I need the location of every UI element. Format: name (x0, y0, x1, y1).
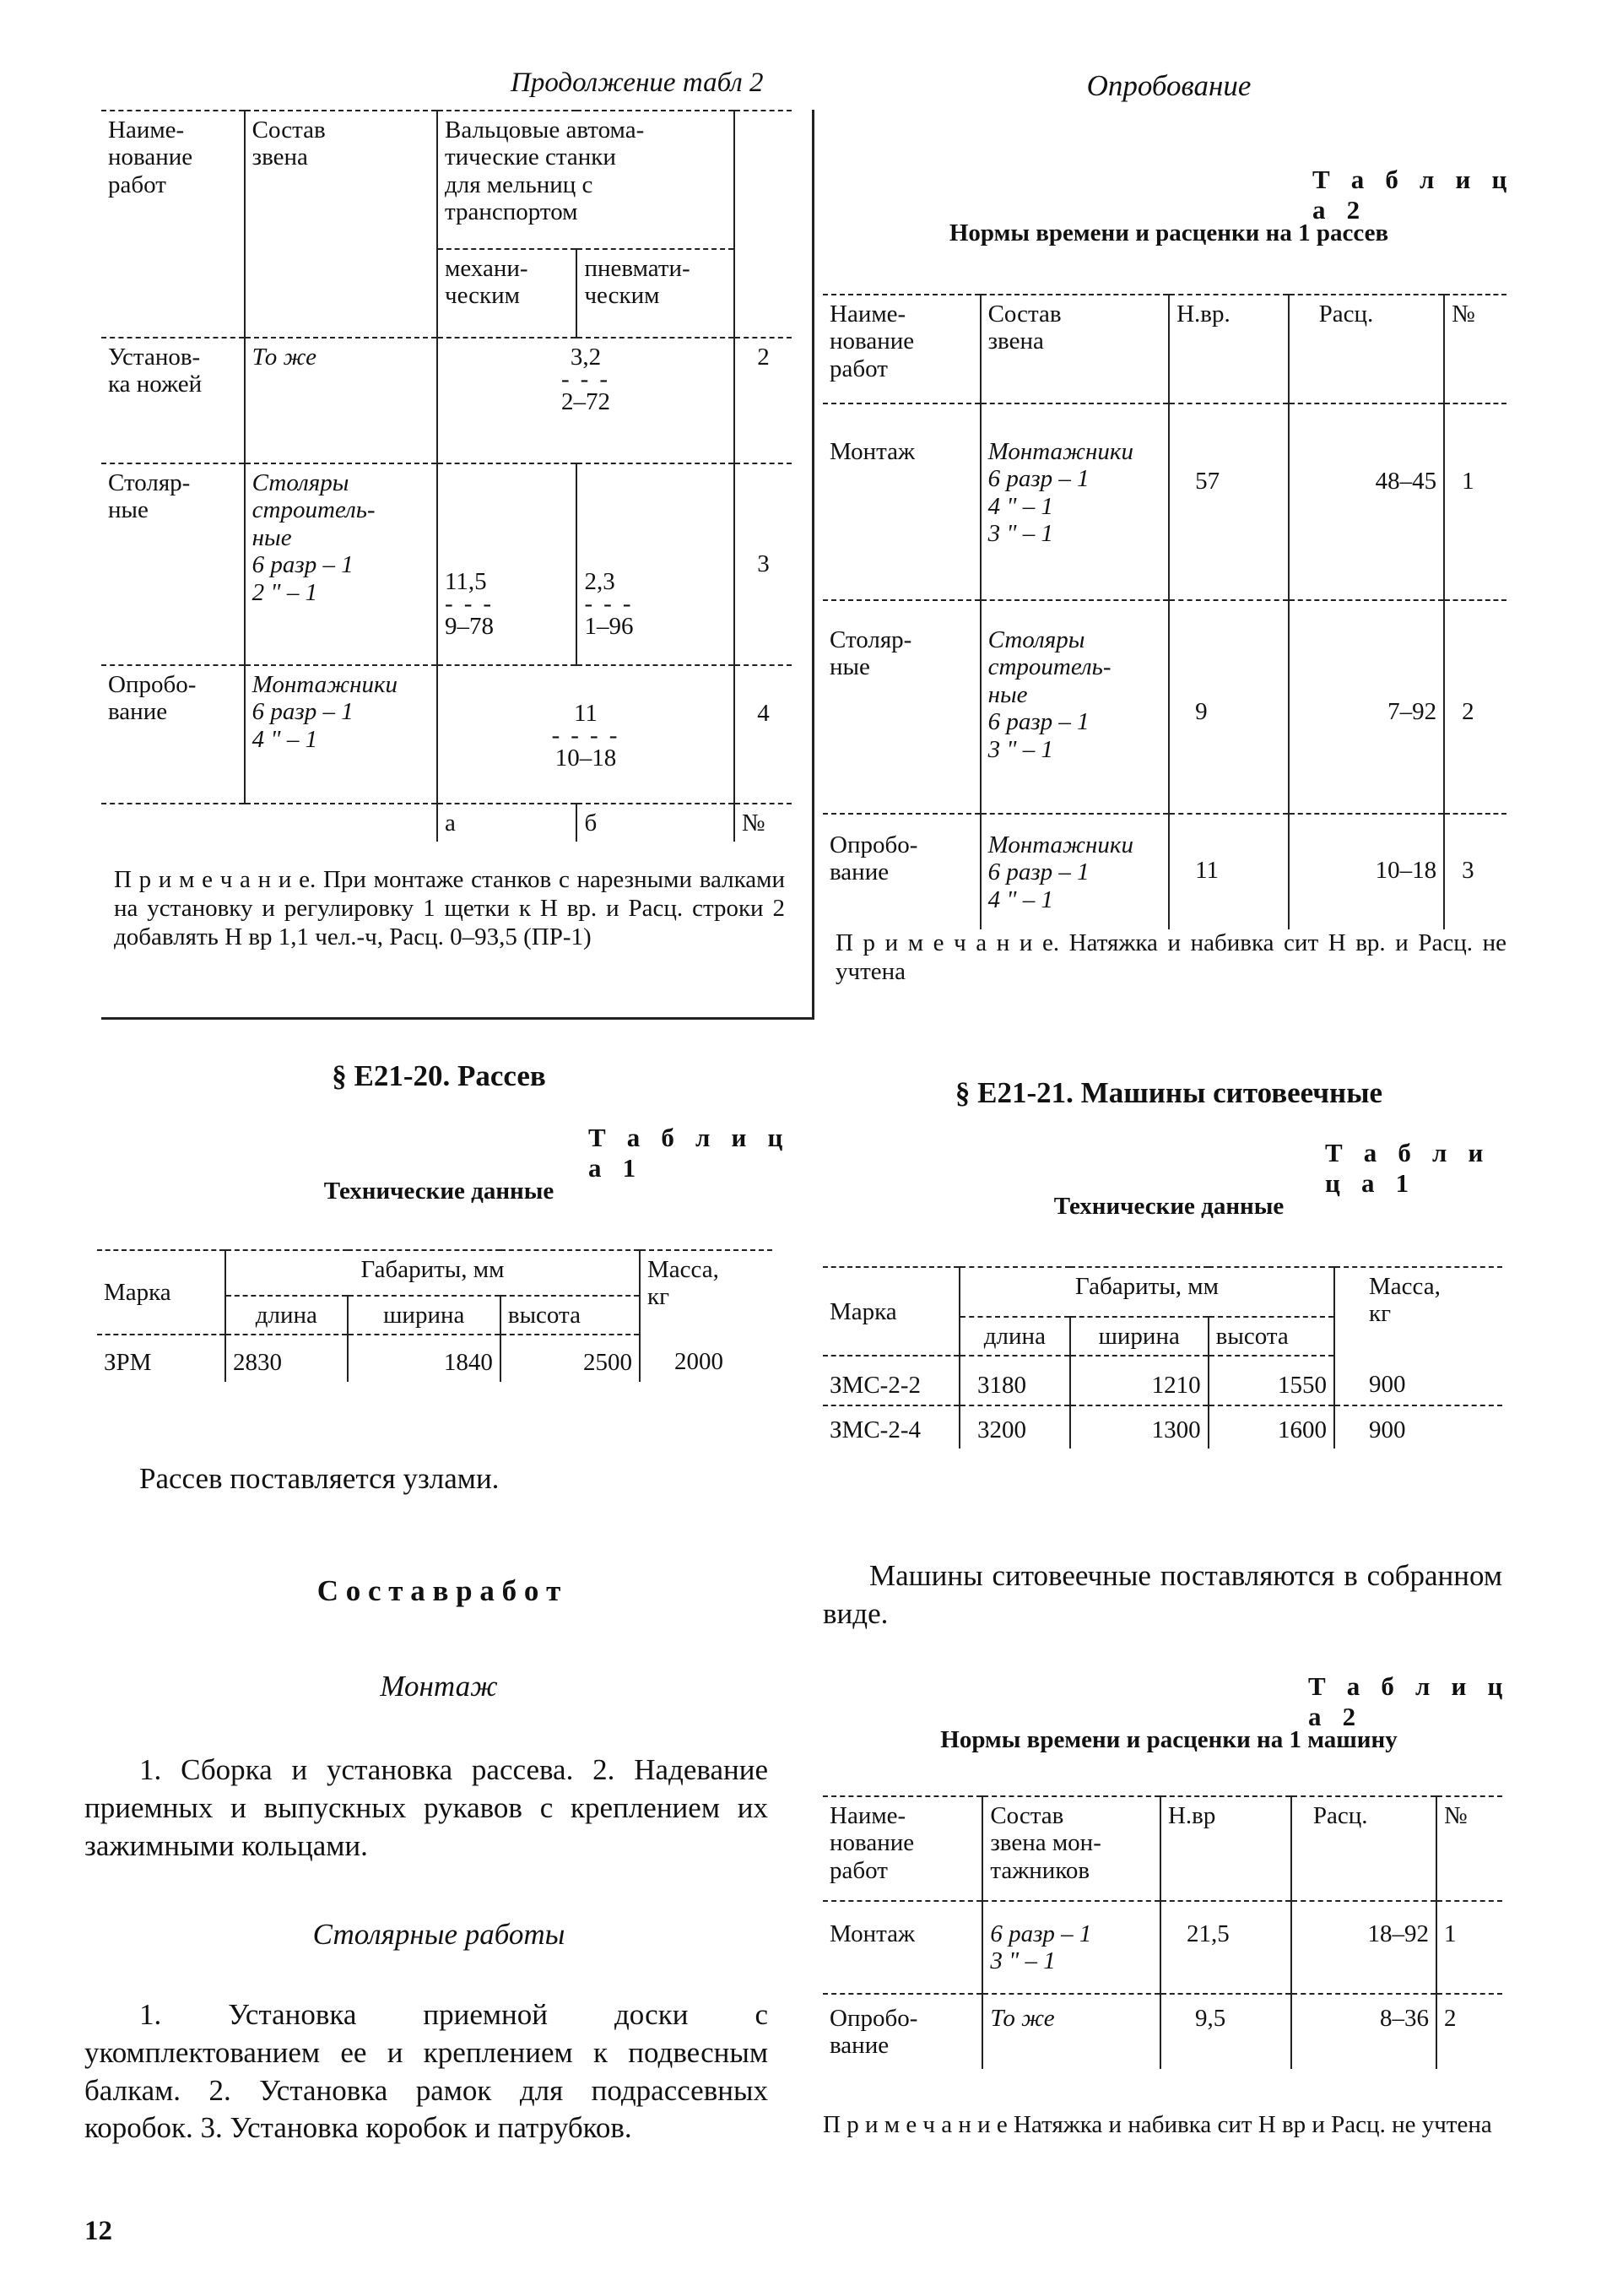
table1-label-right: Т а б л и ц а 1 (1325, 1138, 1491, 1198)
section-title-e21-20: § Е21-20. Рассев (332, 1059, 546, 1092)
row-rasc: 7–92 (1289, 600, 1445, 814)
row-sostav: Монтажники 6 разр – 1 4 " – 1 (981, 814, 1170, 929)
table-row (823, 1994, 1502, 2069)
table-row (101, 463, 792, 665)
col-header-marka: Марка (97, 1250, 225, 1335)
col-header-shirina: ширина (348, 1296, 500, 1335)
continuation-caption: Продолжение табл 2 (511, 68, 764, 98)
table-row (823, 600, 1506, 814)
sostav-rabot-heading: С о с т а в р а б о т (316, 1574, 561, 1607)
norms-table-rassev (823, 294, 1506, 929)
row-value: 11 - - - - 10–18 (437, 665, 734, 804)
col-header-name: Наиме- нование работ (823, 1796, 982, 1901)
row-rasc: 10–18 (1289, 814, 1445, 929)
norms-table-machines (823, 1795, 1502, 2069)
row-sostav: Столяры строитель- ные 6 разр – 1 3 " – 1 (981, 600, 1170, 814)
oprobovanie-heading: Опробование (1086, 69, 1252, 102)
row-sostav: Монтажники 6 разр – 1 4 " – 1 3 " – 1 (981, 403, 1170, 600)
col-header-nvr: Н.вр. (1169, 295, 1288, 403)
row-marka: ЗМС-2-4 (830, 1416, 921, 1443)
row-dlina: 2830 (225, 1335, 348, 1381)
col-header-group: Вальцовые автома- тические станки для мельниц с транспортом (437, 111, 734, 249)
col-header-no: № (1436, 1796, 1502, 1901)
col-header-name: Наиме- нование работ (823, 295, 981, 403)
row-nvr: 57 (1169, 403, 1288, 600)
row-sostav: То же (982, 1994, 1160, 2069)
continuation-table-wrap (101, 110, 814, 1020)
row-massa: 900 (1334, 1405, 1502, 1449)
row-rasc: 18–92 (1291, 1901, 1436, 1994)
col-header-no: № (1444, 295, 1506, 403)
montazh-heading: Монтаж (380, 1670, 498, 1703)
row-sostav: То же (245, 338, 437, 463)
row-value-b: 2,3 - - - 1–96 (576, 463, 733, 665)
page-number: 12 (84, 2216, 112, 2246)
rassev-supply-text: Рассев поставляется узлами. (139, 1462, 500, 1495)
row-name: Опробо- вание (830, 831, 918, 886)
col-header-sostav: Состав звена мон- тажников (982, 1796, 1160, 1901)
row-no: 2 (1436, 1994, 1502, 2069)
montazh-text: 1. Сборка и установка рассева. 2. Надевание приемных и выпускных рукавов с креплением их зажимными кольцами. (84, 1753, 768, 1862)
machines-supply-text: Машины ситовеечные поставляются в собранном виде. (823, 1559, 1502, 1630)
table-row (823, 1356, 1502, 1405)
row-no: 1 (1436, 1901, 1502, 1994)
col-header-massa: Масса, кг (1334, 1267, 1502, 1356)
table-row (101, 665, 792, 804)
row-no: 3 (1444, 814, 1506, 929)
footer-no: № (734, 804, 792, 842)
col-header-sostav: Состав звена (245, 111, 437, 338)
col-header-no (734, 111, 792, 338)
row-vysota: 1550 (1209, 1356, 1334, 1405)
row-massa: 2000 (640, 1335, 772, 1381)
col-header-gabarity: Габариты, мм (225, 1250, 640, 1296)
row-name: Столяр- ные (823, 600, 981, 814)
row-massa: 900 (1334, 1356, 1502, 1405)
row-shirina: 1300 (1070, 1405, 1209, 1449)
row-dlina: 3180 (960, 1356, 1070, 1405)
section-title-e21-21: § Е21-21. Машины ситовеечные (955, 1076, 1383, 1109)
table3-note: П р и м е ч а н и е Натяжка и набивка сит Н вр и Расц. не учтена (823, 2111, 1492, 2138)
row-name: Опробо- вание (101, 665, 245, 804)
row-name: Столяр- ные (101, 463, 245, 665)
row-name: Установ- ка ножей (101, 338, 245, 463)
row-sostav: Монтажники 6 разр – 1 4 " – 1 (245, 665, 437, 804)
row-shirina: 1210 (1070, 1356, 1209, 1405)
table-row (101, 338, 792, 463)
row-name: Монтаж (823, 1901, 982, 1994)
table-row (823, 403, 1506, 600)
tech-table-left (97, 1249, 772, 1382)
table-row (823, 1405, 1502, 1449)
table2-label: Т а б л и ц а 2 (1312, 165, 1515, 225)
col-header-gabarity: Габариты, мм (960, 1267, 1334, 1317)
table1-title: Технические данные (323, 1178, 554, 1205)
col-header-mech: механи- ческим (437, 249, 576, 338)
table2-label-machines: Т а б л и ц а 2 (1308, 1671, 1511, 1731)
footer-a: а (437, 804, 576, 842)
row-vysota: 2500 (500, 1335, 640, 1381)
col-header-name: Наиме- нование работ (101, 111, 245, 338)
row-shirina: 1840 (348, 1335, 500, 1381)
row-value: 3,2 - - - 2–72 (437, 338, 734, 463)
row-no: 3 (734, 463, 792, 665)
col-header-shirina: ширина (1070, 1317, 1209, 1356)
row-no: 4 (734, 665, 792, 804)
row-nvr: 9,5 (1160, 1994, 1291, 2069)
continuation-note: П р и м е ч а н и е. При монтаже станков с нарезными валками на установку и регулировку 1 щетки к Н вр. и Расц. строки 2 добавлять Н вр 1,1 чел.-ч, Расц. 0–93,5 (ПР-1) (114, 866, 785, 951)
row-value-a: 11,5 - - - 9–78 (437, 463, 576, 665)
stolyarnye-text: 1. Установка приемной доски с укомплектованием ее и креплением к подвесным балкам. 2. Установка рамок для подрассевных коробок. 3. Установка коробок и патрубков. (84, 1998, 768, 2145)
table2-title: Нормы времени и расценки на 1 рассев (949, 219, 1389, 246)
footer-b: б (576, 804, 733, 842)
col-header-vysota: высота (500, 1296, 640, 1335)
row-marka: ЗРМ (104, 1349, 152, 1377)
row-sostav: 6 разр – 1 3 " – 1 (982, 1901, 1160, 1994)
col-header-massa: Масса, кг (640, 1250, 772, 1335)
row-nvr: 11 (1169, 814, 1288, 929)
table-footer (101, 804, 792, 842)
tech-table-right (823, 1266, 1502, 1449)
row-name: Монтаж (823, 403, 981, 600)
col-header-rasc: Расц. (1289, 295, 1445, 403)
col-header-vysota: высота (1209, 1317, 1334, 1356)
stolyarnye-heading: Столярные работы (312, 1918, 565, 1951)
row-rasc: 48–45 (1289, 403, 1445, 600)
row-nvr: 9 (1169, 600, 1288, 814)
table2-note: П р и м е ч а н и е. Натяжка и набивка сит Н вр. и Расц. не учтена (836, 929, 1506, 986)
table2-title-machines: Нормы времени и расценки на 1 машину (940, 1726, 1398, 1753)
row-no: 2 (1444, 600, 1506, 814)
row-no: 2 (734, 338, 792, 463)
row-sostav: Столяры строитель- ные 6 разр – 1 2 " – 1 (245, 463, 437, 665)
col-header-dlina: длина (960, 1317, 1070, 1356)
col-header-nvr: Н.вр (1160, 1796, 1291, 1901)
row-dlina: 3200 (960, 1405, 1070, 1449)
row-marka: ЗМС-2-2 (823, 1356, 960, 1405)
table-row (823, 814, 1506, 929)
row-name: Опробо- вание (830, 2005, 918, 2060)
table-row (823, 1901, 1502, 1994)
row-nvr: 21,5 (1160, 1901, 1291, 1994)
table1-label: Т а б л и ц а 1 (588, 1123, 791, 1183)
col-header-pneu: пневмати- ческим (576, 249, 733, 338)
col-header-sostav: Состав звена (981, 295, 1170, 403)
table1-title-right: Технические данные (1053, 1193, 1285, 1220)
row-rasc: 8–36 (1291, 1994, 1436, 2069)
continuation-table (101, 110, 792, 842)
col-header-marka: Марка (823, 1267, 960, 1356)
row-vysota: 1600 (1209, 1405, 1334, 1449)
col-header-dlina: длина (225, 1296, 348, 1335)
col-header-rasc: Расц. (1291, 1796, 1436, 1901)
row-no: 1 (1444, 403, 1506, 600)
table-row (97, 1335, 772, 1381)
